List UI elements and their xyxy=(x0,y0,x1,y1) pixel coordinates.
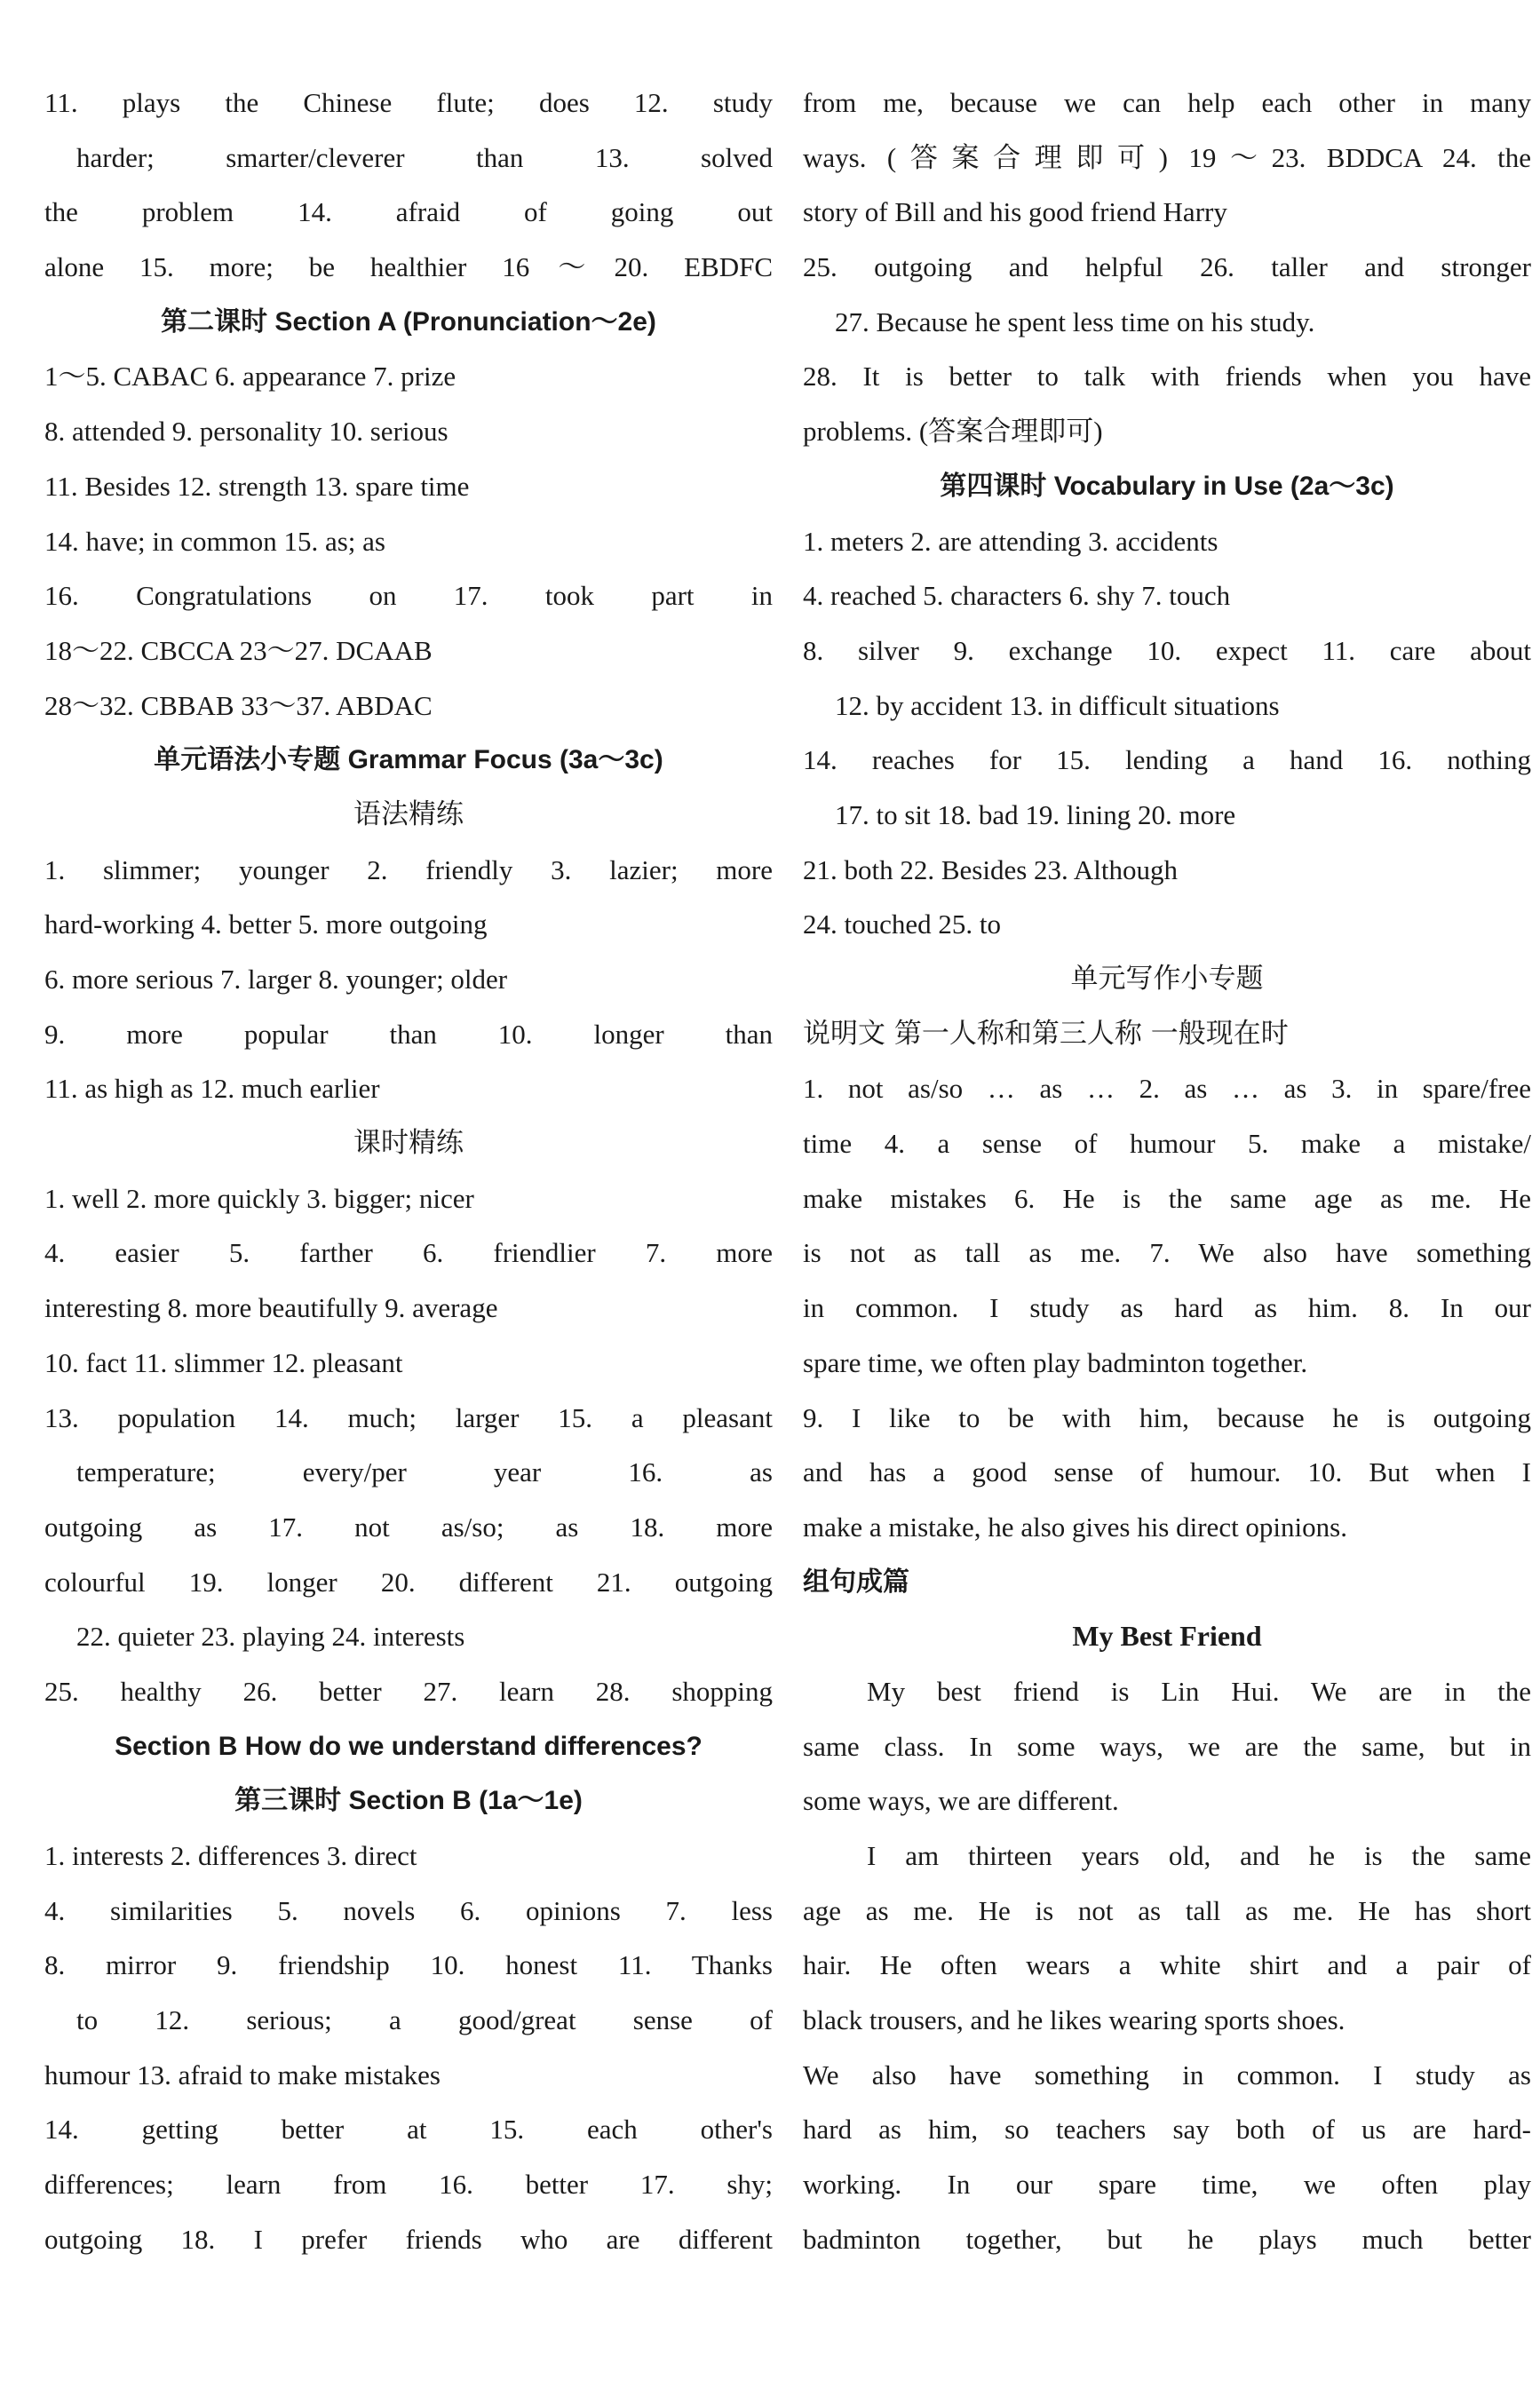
left-line-28: 22. quieter 23. playing 24. interests xyxy=(76,1621,465,1653)
left-line-32: 1. interests 2. differences 3. direct xyxy=(44,1840,417,1871)
right-line-18: 1. not as/so … as … 2. as … as 3. in spare/free xyxy=(803,1073,1531,1105)
right-line-38: working. In our spare time, we often play xyxy=(803,2169,1531,2201)
left-line-2: the problem 14. afraid of going out xyxy=(44,196,773,228)
right-heading-28: My Best Friend xyxy=(1072,1620,1262,1653)
right-line-33: age as me. He is not as tall as me. He has short xyxy=(803,1894,1531,1926)
left-line-27: colourful 19. longer 20. different 21. outgoing xyxy=(44,1566,773,1598)
left-heading-31: 第三课时 Section B (1a～1e) xyxy=(234,1786,583,1816)
right-line-25: and has a good sense of humour. 10. But when I xyxy=(803,1456,1531,1488)
right-line-14: 21. both 22. Besides 23. Although xyxy=(803,853,1178,885)
left-line-18: 11. as high as 12. much earlier xyxy=(44,1073,380,1105)
right-line-4: 27. Because he spent less time on his study. xyxy=(835,305,1315,337)
right-line-1: ways. (答案合理即可) 19～23. BDDCA 24. the xyxy=(803,141,1531,173)
right-line-20: make mistakes 6. He is the same age as me. He xyxy=(803,1182,1531,1214)
left-line-14: 1. slimmer; younger 2. friendly 3. lazier; more xyxy=(44,853,773,885)
right-line-39: badminton together, but he plays much better xyxy=(803,2223,1531,2255)
left-line-11: 28～32. CBBAB 33～37. ABDAC xyxy=(44,689,433,721)
right-line-8: 1. meters 2. are attending 3. accidents xyxy=(803,525,1219,557)
right-line-5: 28. It is better to talk with friends when you have xyxy=(803,361,1531,393)
right-line-11: 12. by accident 13. in difficult situations xyxy=(835,689,1280,721)
left-line-39: outgoing 18. I prefer friends who are different xyxy=(44,2223,773,2255)
right-line-2: story of Bill and his good friend Harry xyxy=(803,196,1227,228)
right-line-15: 24. touched 25. to xyxy=(803,908,1001,940)
left-line-16: 6. more serious 7. larger 8. younger; older xyxy=(44,964,508,995)
right-line-6: problems. (答案合理即可) xyxy=(803,416,1103,448)
right-heading-27: 组句成篇 xyxy=(803,1567,909,1597)
right-line-37: hard as him, so teachers say both of us are hard- xyxy=(803,2114,1531,2146)
left-line-6: 8. attended 9. personality 10. serious xyxy=(44,416,449,448)
right-line-21: is not as tall as me. 7. We also have something xyxy=(803,1237,1531,1269)
right-line-35: black trousers, and he likes wearing sports shoes. xyxy=(803,2004,1346,2036)
left-heading-13: 语法精练 xyxy=(353,797,464,830)
left-line-37: 14. getting better at 15. each other's xyxy=(44,2114,773,2146)
left-line-33: 4. similarities 5. novels 6. opinions 7. less xyxy=(44,1894,773,1926)
left-column xyxy=(44,75,773,2267)
left-heading-30: Section B How do we understand differences? xyxy=(115,1731,703,1761)
right-line-29: My best friend is Lin Hui. We are in the xyxy=(867,1675,1531,1707)
right-line-31: some ways, we are different. xyxy=(803,1785,1119,1817)
left-line-35: to 12. serious; a good/great sense of xyxy=(76,2004,773,2036)
right-line-3: 25. outgoing and helpful 26. taller and stronger xyxy=(803,251,1531,283)
left-line-20: 1. well 2. more quickly 3. bigger; nicer xyxy=(44,1182,474,1214)
left-line-24: 13. population 14. much; larger 15. a pleasant xyxy=(44,1401,773,1433)
left-line-38: differences; learn from 16. better 17. shy; xyxy=(44,2169,773,2201)
left-line-0: 11. plays the Chinese flute; does 12. study xyxy=(44,87,773,118)
right-line-24: 9. I like to be with him, because he is outgoing xyxy=(803,1401,1531,1433)
right-line-13: 17. to sit 18. bad 19. lining 20. more xyxy=(835,798,1236,830)
right-line-34: hair. He often wears a white shirt and a pair of xyxy=(803,1949,1531,1981)
left-line-22: interesting 8. more beautifully 9. average xyxy=(44,1292,498,1324)
left-line-25: temperature; every/per year 16. as xyxy=(76,1456,773,1488)
right-line-9: 4. reached 5. characters 6. shy 7. touch xyxy=(803,580,1231,612)
right-line-12: 14. reaches for 15. lending a hand 16. nothing xyxy=(803,744,1531,776)
left-line-36: humour 13. afraid to make mistakes xyxy=(44,2059,441,2091)
right-line-22: in common. I study as hard as him. 8. In our xyxy=(803,1292,1531,1324)
left-heading-4: 第二课时 Section A (Pronunciation～2e) xyxy=(161,306,656,337)
right-line-32: I am thirteen years old, and he is the same xyxy=(867,1840,1531,1871)
right-column xyxy=(803,75,1531,2267)
right-line-26: make a mistake, he also gives his direct opinions. xyxy=(803,1511,1347,1543)
right-line-30: same class. In some ways, we are the same, but in xyxy=(803,1730,1531,1762)
left-line-5: 1～5. CABAC 6. appearance 7. prize xyxy=(44,361,456,393)
right-line-36: We also have something in common. I study as xyxy=(803,2059,1531,2091)
left-line-23: 10. fact 11. slimmer 12. pleasant xyxy=(44,1346,403,1378)
right-heading-7: 第四课时 Vocabulary in Use (2a～3c) xyxy=(940,471,1394,501)
left-line-10: 18～22. CBCCA 23～27. DCAAB xyxy=(44,634,433,666)
right-heading-16: 单元写作小专题 xyxy=(1070,963,1264,995)
right-line-17: 说明文 第一人称和第三人称 一般现在时 xyxy=(803,1017,1289,1050)
left-line-8: 14. have; in common 15. as; as xyxy=(44,525,385,557)
left-line-17: 9. more popular than 10. longer than xyxy=(44,1018,773,1050)
left-line-34: 8. mirror 9. friendship 10. honest 11. Thanks xyxy=(44,1949,773,1981)
right-line-10: 8. silver 9. exchange 10. expect 11. care about xyxy=(803,634,1531,666)
left-heading-12: 单元语法小专题 Grammar Focus (3a～3c) xyxy=(154,745,663,775)
left-line-1: harder; smarter/cleverer than 13. solved xyxy=(76,141,773,173)
left-line-7: 11. Besides 12. strength 13. spare time xyxy=(44,470,470,502)
right-line-23: spare time, we often play badminton together. xyxy=(803,1346,1308,1378)
right-line-19: time 4. a sense of humour 5. make a mistake/ xyxy=(803,1128,1531,1160)
left-line-9: 16. Congratulations on 17. took part in xyxy=(44,580,773,612)
right-line-0: from me, because we can help each other in many xyxy=(803,87,1531,118)
left-line-26: outgoing as 17. not as/so; as 18. more xyxy=(44,1511,773,1543)
left-line-29: 25. healthy 26. better 27. learn 28. shopping xyxy=(44,1675,773,1707)
left-line-3: alone 15. more; be healthier 16～20. EBDFC xyxy=(44,251,773,283)
left-line-21: 4. easier 5. farther 6. friendlier 7. more xyxy=(44,1237,773,1269)
left-heading-19: 课时精练 xyxy=(353,1127,464,1160)
left-line-15: hard-working 4. better 5. more outgoing xyxy=(44,908,488,940)
